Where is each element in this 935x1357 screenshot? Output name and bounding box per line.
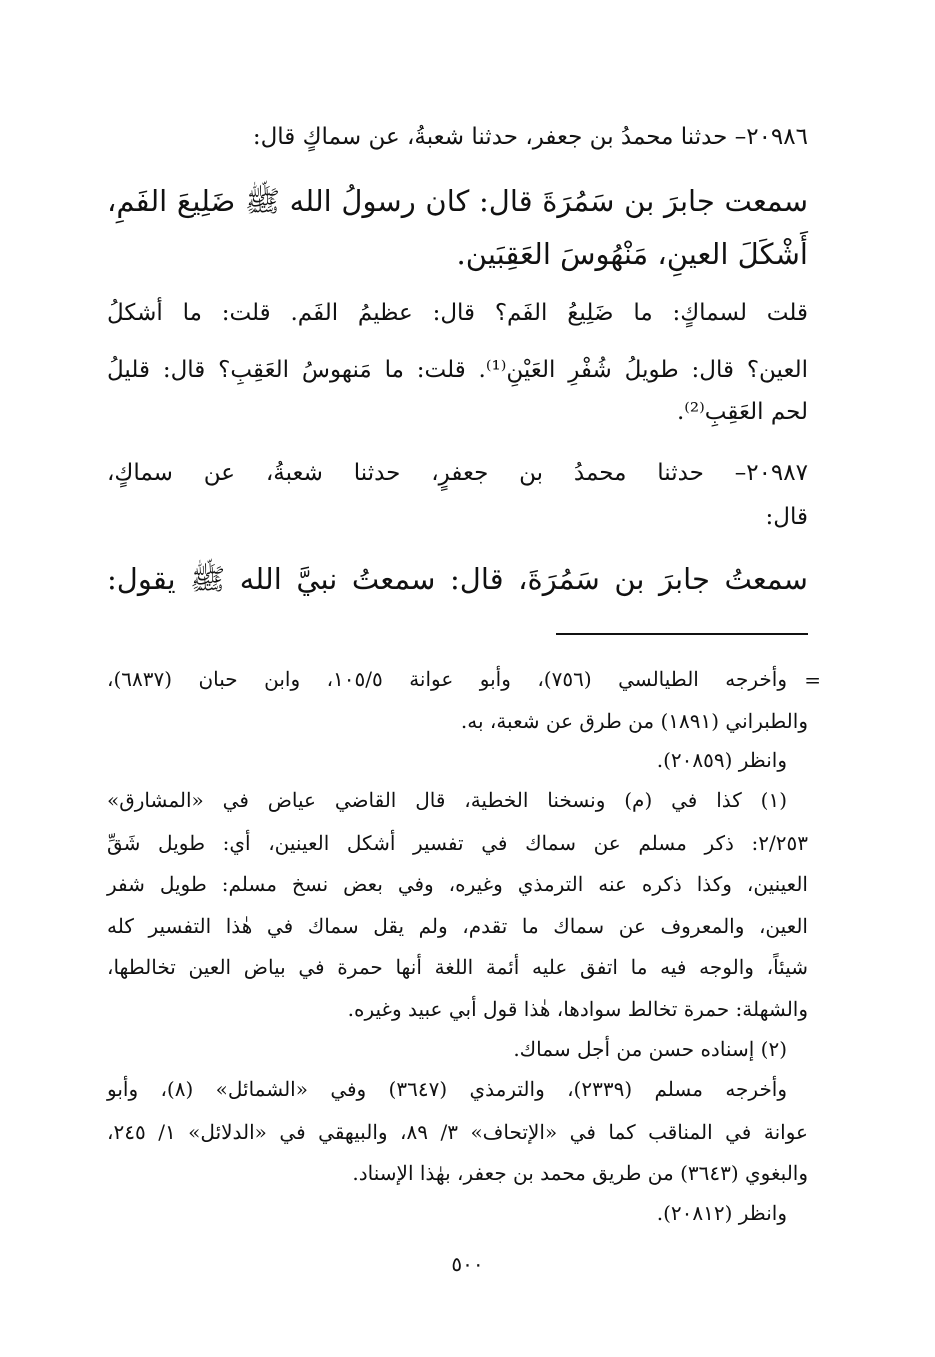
hadith-20986-text-line-2: أَشْكَلَ العينِ، مَنْهُوسَ العَقِبَين. <box>456 237 808 271</box>
footnote-cont-line-1: وأخرجه الطيالسي (٧٥٦)، وأبو عوانة ١٠٥/٥، وابن حبان (٦٨٣٧)، <box>107 667 787 691</box>
continuation-marker: = <box>804 668 821 692</box>
footnote-1-line-6: والشهلة: حمرة تخالط سوادها، هٰذا قول أبي عبيد وغيره. <box>347 997 808 1021</box>
page-number: ٥٠٠ <box>451 1252 484 1276</box>
footnote-2-line-3: عوانة في المناقب كما في «الإتحاف» ٣/ ٨٩، والبيهقي في «الدلائل» ١/ ٢٤٥، <box>107 1120 808 1144</box>
hadith-20986-heading: ٢٠٩٨٦– حدثنا محمدُ بن جعفر، حدثنا شعبةُ، عن سماكٍ قال: <box>252 124 808 150</box>
footnote-1-line-5: شيئاً، والوجه فيه ما اتفق عليه أئمة اللغة أنها حمرة في بياض العين تخالطها، <box>107 955 808 979</box>
hadith-20986-comment-line-2: العين؟ قال: طويلُ شُفْرِ العَيْنِ⁽¹⁾. قلت: ما مَنهوسُ العَقِبِ؟ قال: قليلُ <box>107 357 808 383</box>
hadith-20987-heading-line-1: ٢٠٩٨٧– حدثنا محمدُ بن جعفرٍ، حدثنا شعبةُ، عن سماكٍ، <box>107 460 808 486</box>
footnote-cont-line-3: وانظر (٢٠٨٥٩). <box>656 748 787 772</box>
hadith-20986-comment-line-3: لحم العَقِبِ⁽²⁾. <box>676 399 808 425</box>
hadith-20986-text-line-1: سمعت جابرَ بن سَمُرَةَ قال: كان رسولُ الله ﷺ ضَلِيعَ الفَمِ، <box>107 184 808 218</box>
footnote-1-line-4: العين، والمعروف عن سماك ما تقدم، ولم يقل سماك في هٰذا التفسير كله <box>107 914 808 938</box>
hadith-20987-text-line-1: سمعتُ جابرَ بن سَمُرَةَ، قال: سمعتُ نبيَّ الله ﷺ يقول: <box>107 562 808 596</box>
footnote-2-line-2: وأخرجه مسلم (٢٣٣٩)، والترمذي (٣٦٤٧) وفي «الشمائل» (٨)، وأبو <box>107 1077 788 1101</box>
footnote-1-line-3: العينين، وكذا ذكره عنه الترمذي وغيره، وفي بعض نسخ مسلم: طويل شفر <box>107 872 808 896</box>
hadith-20987-heading-line-2: قال: <box>765 504 808 530</box>
footnote-2-line-4: والبغوي (٣٦٤٣) من طريق محمد بن جعفر، بهٰذا الإسناد. <box>352 1161 808 1185</box>
hadith-20986-comment-line-1: قلت لسماكٍ: ما ضَلِيعُ الفَم؟ قال: عظيمُ الفَم. قلت: ما أشكلُ <box>107 300 808 326</box>
footnote-1-line-1: (١) كذا في (م) ونسخنا الخطية، قال القاضي عياض في «المشارق» <box>107 788 787 812</box>
footnote-2-line-5: وانظر (٢٠٨١٢). <box>656 1201 787 1225</box>
footnote-separator-rule <box>556 633 808 635</box>
footnote-2-line-1: (٢) إسناده حسن من أجل سماك. <box>513 1037 787 1061</box>
footnote-cont-line-2: والطبراني (١٨٩١) من طرق عن شعبة، به. <box>460 709 808 733</box>
footnote-1-line-2: ٢/٢٥٣: ذكر مسلم عن سماك في تفسير أشكل العينين، أي: طويل شَقِّ <box>107 831 808 855</box>
